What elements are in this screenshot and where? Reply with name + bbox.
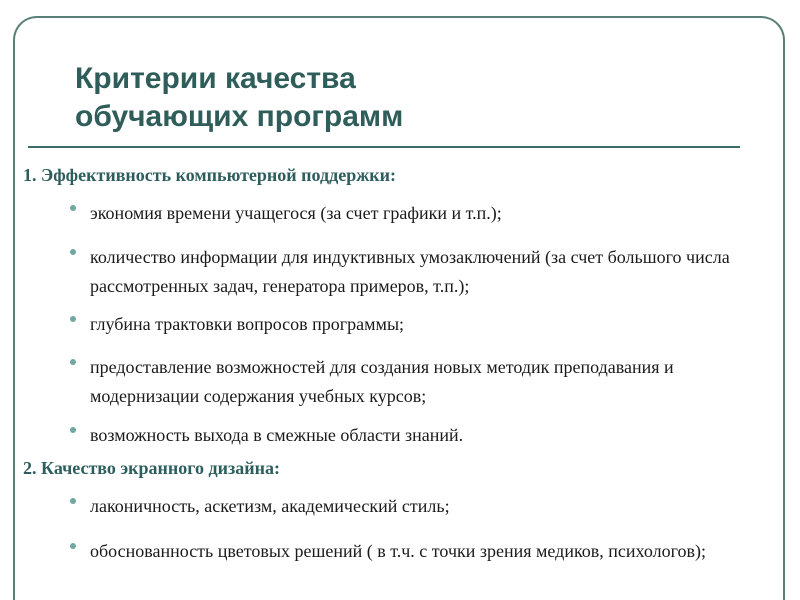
list-item bbox=[70, 353, 770, 411]
bullet-dot-icon bbox=[70, 359, 76, 365]
list-item bbox=[70, 421, 770, 450]
title-underline bbox=[28, 146, 740, 148]
list-item bbox=[70, 492, 770, 521]
list-item-text: лаконичность, аскетизм, академический стиль; bbox=[90, 496, 450, 516]
list-item bbox=[70, 310, 770, 339]
section-heading-1: 1. Эффективность компьютерной поддержки: bbox=[23, 165, 397, 185]
section-heading-2: 2. Качество экранного дизайна: bbox=[23, 458, 280, 478]
list-item-text: возможность выхода в смежные области знаний. bbox=[90, 425, 464, 445]
list-item-text: обоснованность цветовых решений ( в т.ч. с точки зрения медиков, психологов); bbox=[90, 541, 707, 561]
bullet-dot-icon bbox=[70, 498, 76, 504]
list-item bbox=[70, 199, 770, 228]
bullet-dot-icon bbox=[70, 316, 76, 322]
list-item-text: предоставление возможностей для создания новых методик преподавания и модернизации содержания учебных курсов; bbox=[90, 357, 674, 406]
list-item bbox=[70, 243, 770, 301]
bullet-dot-icon bbox=[70, 427, 76, 433]
slide-title bbox=[75, 60, 403, 136]
slide-title-line-2: обучающих программ bbox=[75, 100, 404, 133]
list-item bbox=[70, 537, 770, 566]
bullet-dot-icon bbox=[70, 249, 76, 255]
bullet-dot-icon bbox=[70, 543, 76, 549]
slide-title-line-1: Критерии качества bbox=[75, 62, 356, 95]
list-item-text: глубина трактовки вопросов программы; bbox=[90, 314, 405, 334]
list-item-text: количество информации для индуктивных умозаключений (за счет большого числа рассмотренных задач, генератора примеров, т.п.); bbox=[90, 247, 730, 296]
list-item-text: экономия времени учащегося (за счет графики и т.п.); bbox=[90, 203, 502, 223]
bullet-dot-icon bbox=[70, 205, 76, 211]
